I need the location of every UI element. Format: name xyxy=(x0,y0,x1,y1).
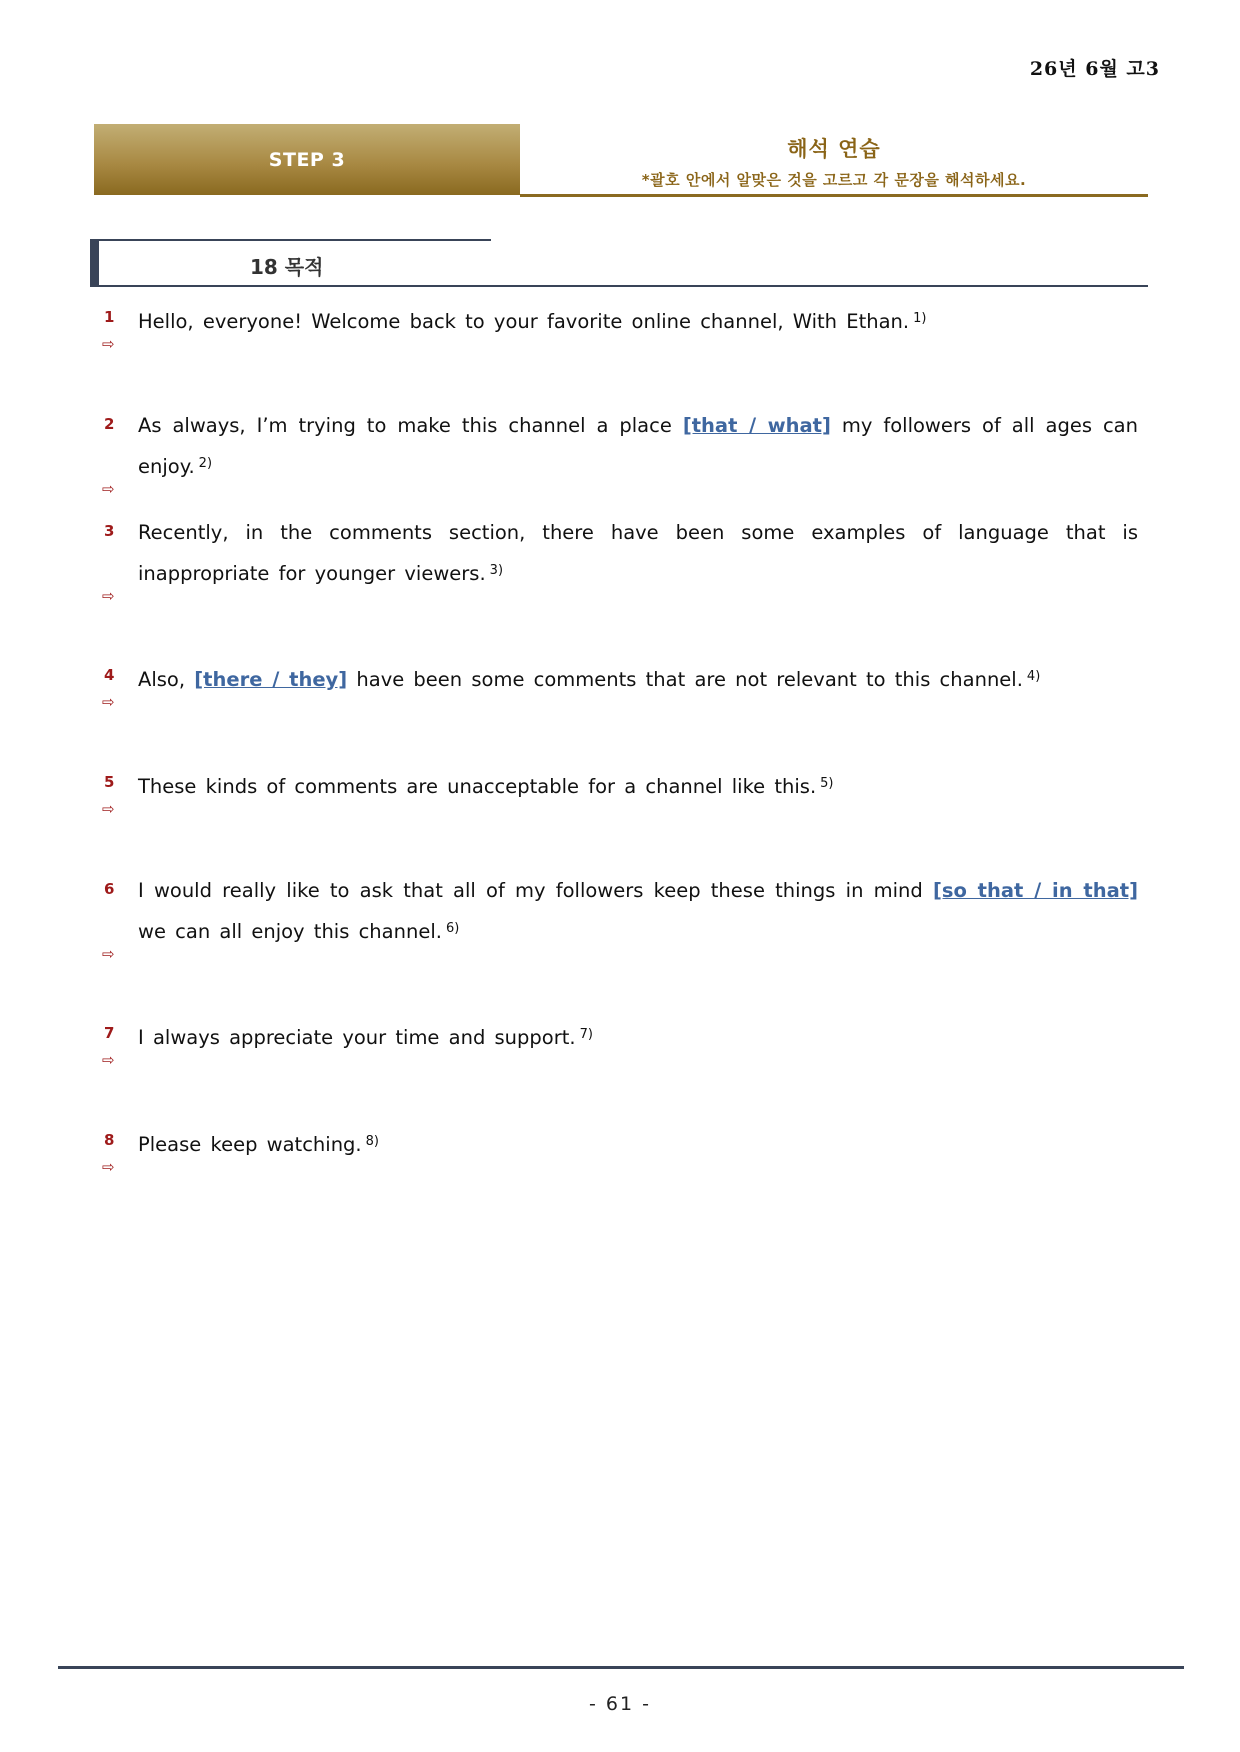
sentence-text xyxy=(138,1016,1138,1057)
sentence-segment: I always appreciate your time and support. xyxy=(138,1026,576,1049)
sentence-text xyxy=(138,872,1138,951)
sentence-segment: These kinds of comments are unacceptable for a channel like this. xyxy=(138,775,817,798)
sentence-segment: Recently, in the comments section, there have been some examples of language that is inappropriate for younger viewers. xyxy=(138,521,1138,585)
sentence-item xyxy=(102,773,1142,818)
choice-bracket[interactable]: [that / what] xyxy=(682,414,831,437)
footer-rule xyxy=(58,1666,1184,1669)
sentence-segment: Hello, everyone! Welcome back to your favorite online channel, With Ethan. xyxy=(138,310,910,333)
sentence-number: 1 xyxy=(104,308,115,326)
sentence-item xyxy=(102,521,1142,605)
sentence-number: 4 xyxy=(104,666,115,684)
footnote-marker: 4) xyxy=(1026,669,1041,684)
sentence-number: 6 xyxy=(104,880,115,898)
sentence-text xyxy=(138,1123,1138,1164)
sentence-number: 5 xyxy=(104,773,115,791)
answer-arrow-icon: ⇨ xyxy=(102,800,115,818)
section-header xyxy=(90,239,1148,287)
step-title: 해석 연습 xyxy=(787,137,881,161)
section-top-rule xyxy=(99,239,491,241)
answer-arrow-icon: ⇨ xyxy=(102,693,115,711)
answer-arrow-icon: ⇨ xyxy=(102,480,115,498)
answer-arrow-icon: ⇨ xyxy=(102,1051,115,1069)
footnote-marker: 8) xyxy=(365,1134,379,1149)
section-title: 18 목적 xyxy=(250,255,324,279)
step-header xyxy=(94,124,1148,196)
exam-label: 26년 6월 고3 xyxy=(1029,58,1160,80)
step-label: STEP 3 xyxy=(268,148,346,171)
footnote-marker: 7) xyxy=(579,1027,593,1042)
step-instructions: *괄호 안에서 알맞은 것을 고르고 각 문장을 해석하세요. xyxy=(641,171,1027,189)
step-title-area xyxy=(520,124,1148,197)
footnote-marker: 6) xyxy=(445,921,460,936)
sentence-item xyxy=(102,879,1142,963)
sentence-text xyxy=(138,514,1138,593)
section-bottom-rule xyxy=(99,285,1148,287)
page-number: - 61 - xyxy=(589,1693,651,1715)
section-accent-bar xyxy=(90,239,99,287)
sentence-segment: have been some comments that are not relevant to this channel. xyxy=(347,668,1023,691)
choice-bracket[interactable]: [so that / in that] xyxy=(932,879,1138,902)
sentence-item xyxy=(102,1024,1142,1069)
answer-arrow-icon: ⇨ xyxy=(102,945,115,963)
footnote-marker: 5) xyxy=(820,776,834,791)
sentence-text xyxy=(138,658,1138,699)
sentence-number: 8 xyxy=(104,1131,115,1149)
sentence-item xyxy=(102,1131,1142,1176)
answer-arrow-icon: ⇨ xyxy=(102,1158,115,1176)
sentence-item xyxy=(102,308,1142,353)
sentence-segment: I would really like to ask that all of my followers keep these things in mind xyxy=(138,879,933,902)
sentence-text xyxy=(138,407,1138,486)
footnote-marker: 2) xyxy=(198,456,213,471)
sentence-segment: we can all enjoy this channel. xyxy=(138,920,442,943)
answer-arrow-icon: ⇨ xyxy=(102,587,115,605)
sentence-text xyxy=(138,765,1138,806)
sentence-number: 7 xyxy=(104,1024,115,1042)
sentence-item xyxy=(102,414,1142,498)
sentence-item xyxy=(102,666,1142,711)
footnote-marker: 3) xyxy=(489,563,504,578)
sentence-text xyxy=(138,300,1138,341)
sentence-segment: Please keep watching. xyxy=(138,1133,362,1156)
step-badge xyxy=(94,124,520,195)
answer-arrow-icon: ⇨ xyxy=(102,335,115,353)
sentence-number: 2 xyxy=(104,415,115,433)
sentence-number: 3 xyxy=(104,522,115,540)
sentence-segment: Also, xyxy=(138,668,195,691)
sentence-segment: As always, I’m trying to make this channel a place xyxy=(138,414,683,437)
sentence-segment: my followers of all ages can enjoy. xyxy=(138,414,1138,478)
footnote-marker: 1) xyxy=(913,311,927,326)
choice-bracket[interactable]: [there / they] xyxy=(194,668,348,691)
